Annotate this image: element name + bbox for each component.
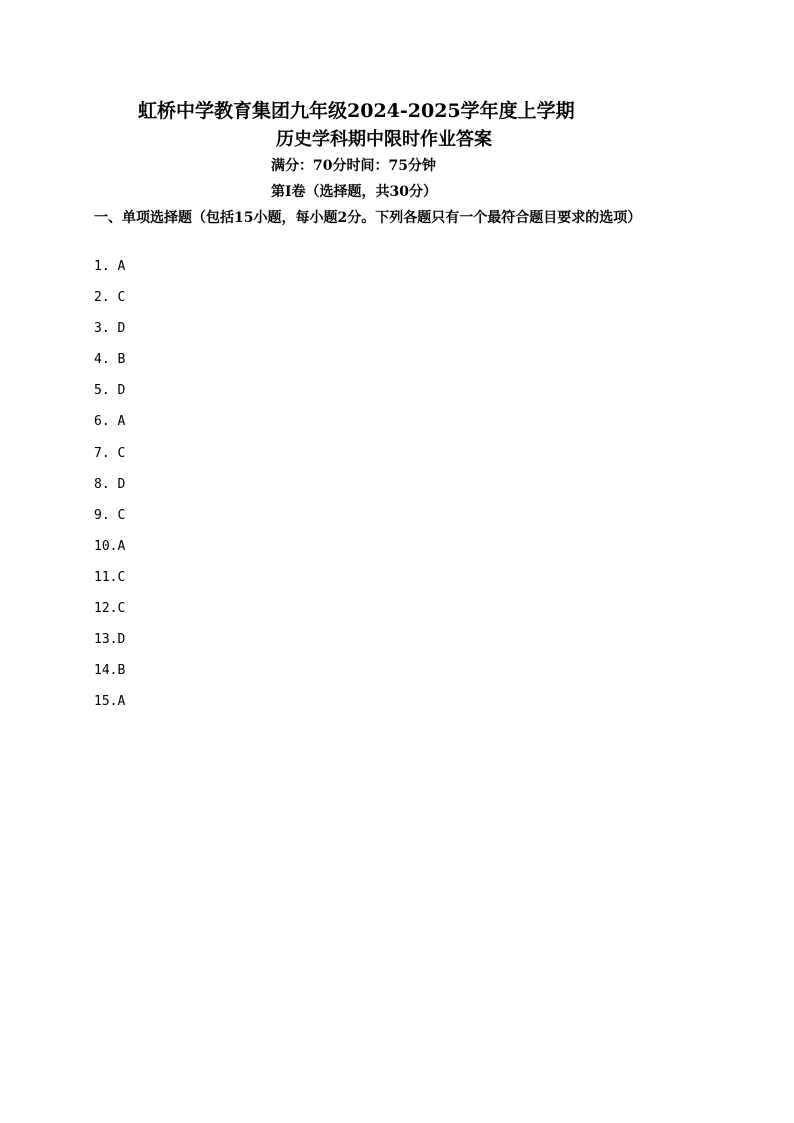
answer-item: 5. D <box>94 383 126 399</box>
document-subtitle: 历史学科期中限时作业答案 <box>276 129 492 150</box>
answer-item: 14.B <box>94 663 126 679</box>
score-time-info: 满分：70分时间：75分钟 <box>271 158 436 174</box>
answer-item: 7. C <box>94 445 126 461</box>
answer-item: 6. A <box>94 414 126 430</box>
document-title: 虹桥中学教育集团九年级2024-2025学年度上学期 <box>138 100 575 122</box>
answer-item: 10.A <box>94 538 126 554</box>
answer-item: 4. B <box>94 352 126 368</box>
answer-item: 8. D <box>94 476 126 492</box>
answer-item: 9. C <box>94 507 126 523</box>
answer-item: 1. A <box>94 259 126 274</box>
answer-item: 2. C <box>94 290 126 306</box>
answer-item: 13.D <box>94 632 126 648</box>
answer-list <box>94 255 125 721</box>
section-heading: 第I卷（选择题，共30分） <box>271 184 438 200</box>
answer-item: 12.C <box>94 601 126 617</box>
answer-item: 3. D <box>94 321 126 337</box>
question-instructions: 一、单项选择题（包括15小题，每小题2分。下列各题只有一个最符合题目要求的选项） <box>94 210 642 226</box>
answer-item: 11.C <box>94 569 126 585</box>
answer-item: 15.A <box>94 694 126 710</box>
